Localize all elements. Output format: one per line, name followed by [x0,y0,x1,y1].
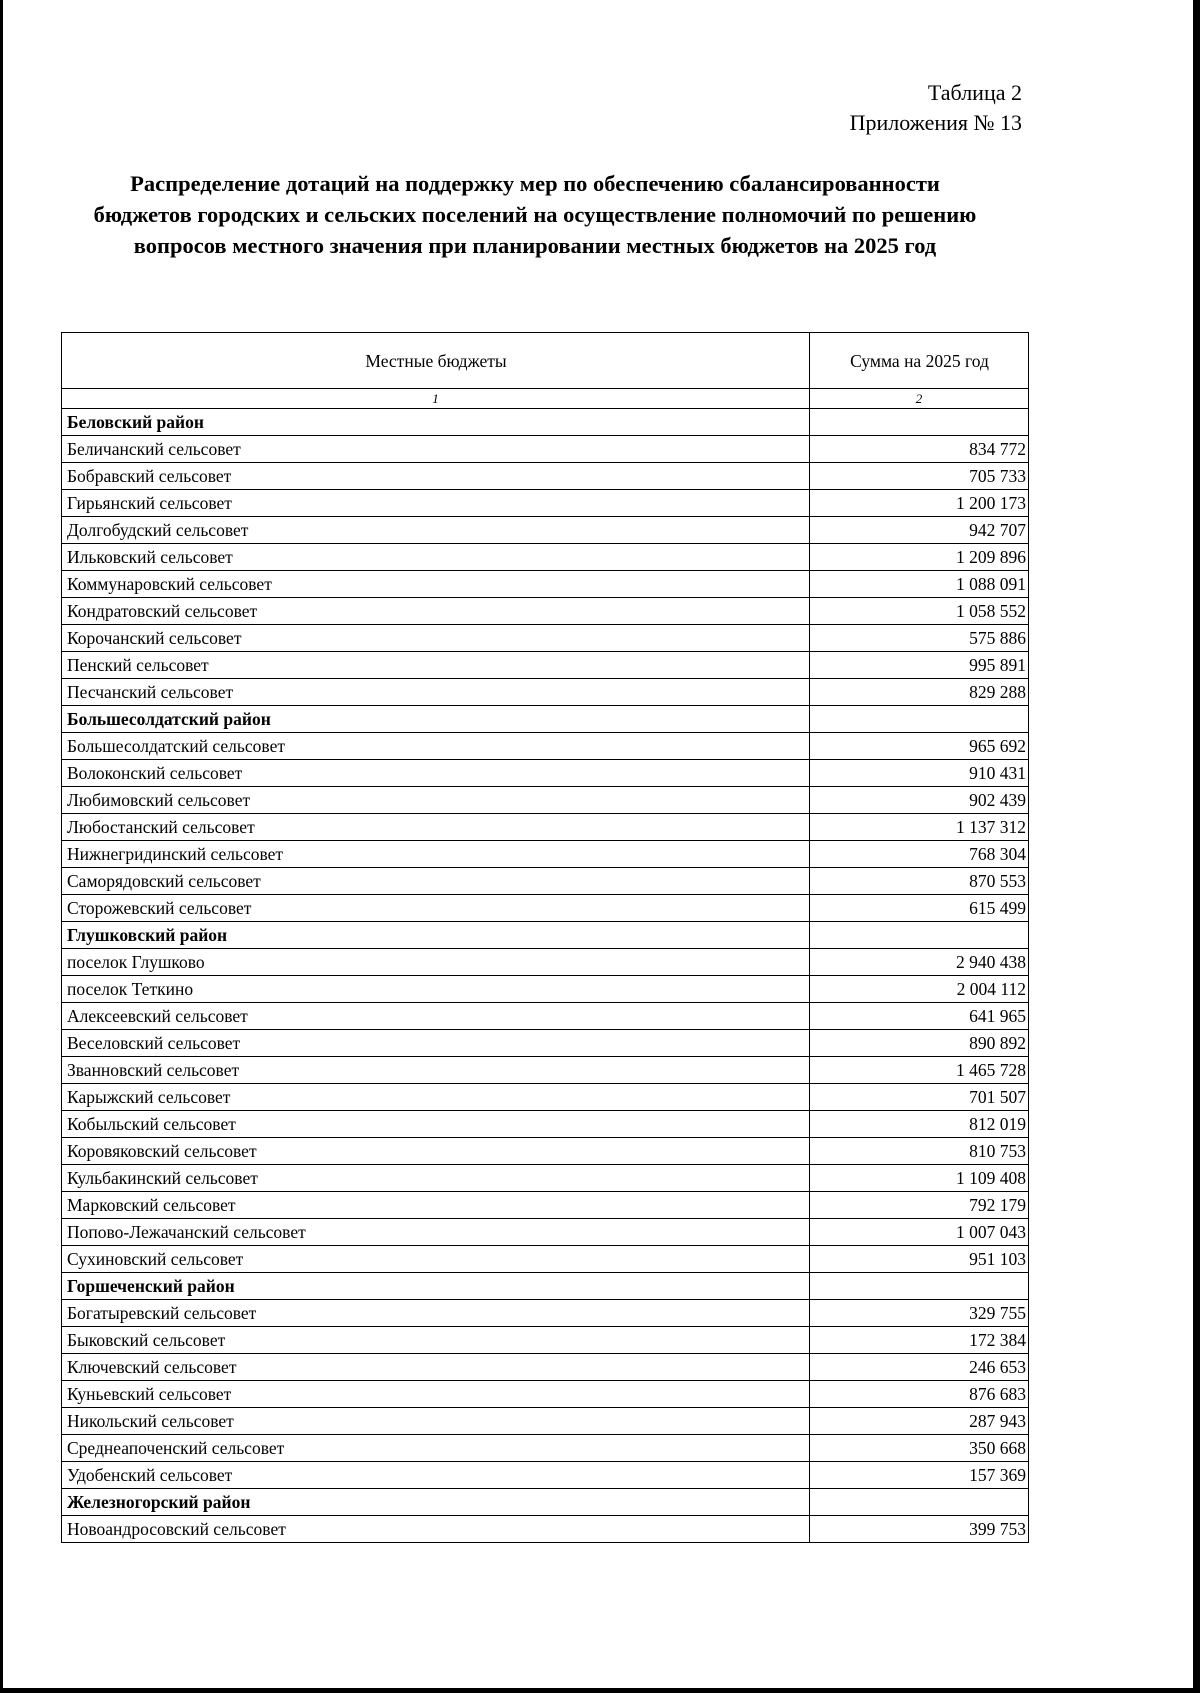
amount-cell: 246 653 [810,1354,1029,1381]
settlement-name: поселок Глушково [62,949,810,976]
amount-cell [810,922,1029,949]
table-header-row [62,333,1029,389]
settlement-name: Веселовский сельсовет [62,1030,810,1057]
amount-cell [810,706,1029,733]
table-row [62,976,1029,1003]
amount-cell: 834 772 [810,436,1029,463]
table-row [62,1435,1029,1462]
table-row [62,814,1029,841]
amount-cell: 641 965 [810,1003,1029,1030]
amount-cell: 157 369 [810,1462,1029,1489]
amount-cell: 965 692 [810,733,1029,760]
amount-cell: 942 707 [810,517,1029,544]
settlement-name: Беличанский сельсовет [62,436,810,463]
settlement-name: Гирьянский сельсовет [62,490,810,517]
settlement-name: Нижнегридинский сельсовет [62,841,810,868]
amount-cell: 1 058 552 [810,598,1029,625]
district-row [62,1489,1029,1516]
settlement-name: Пенский сельсовет [62,652,810,679]
table-row [62,517,1029,544]
title-line: бюджетов городских и сельских поселений на осуществление полномочий по решению [93,202,977,227]
district-name: Горшеченский район [62,1273,810,1300]
settlement-name: Песчанский сельсовет [62,679,810,706]
table-row [62,1381,1029,1408]
table-row [62,625,1029,652]
amount-cell: 1 200 173 [810,490,1029,517]
table-row [62,949,1029,976]
table-row [62,1138,1029,1165]
amount-cell: 1 465 728 [810,1057,1029,1084]
budget-table [61,332,1029,1543]
amount-cell: 810 753 [810,1138,1029,1165]
table-row [62,571,1029,598]
table-row [62,1111,1029,1138]
amount-cell: 287 943 [810,1408,1029,1435]
settlement-name: Саморядовский сельсовет [62,868,810,895]
table-row [62,490,1029,517]
district-name: Беловский район [62,409,810,436]
amount-cell: 812 019 [810,1111,1029,1138]
amount-cell: 329 755 [810,1300,1029,1327]
amount-cell: 1 137 312 [810,814,1029,841]
table-row [62,1057,1029,1084]
settlement-name: Сухиновский сельсовет [62,1246,810,1273]
settlement-name: Новоандросовский сельсовет [62,1516,810,1543]
district-name: Железногорский район [62,1489,810,1516]
table-row [62,841,1029,868]
amount-cell: 995 891 [810,652,1029,679]
amount-cell: 768 304 [810,841,1029,868]
district-row [62,706,1029,733]
settlement-name: Ильковский сельсовет [62,544,810,571]
table-row [62,1192,1029,1219]
settlement-name: Любимовский сельсовет [62,787,810,814]
amount-cell [810,1273,1029,1300]
table-row [62,1354,1029,1381]
table-row [62,463,1029,490]
settlement-name: Марковский сельсовет [62,1192,810,1219]
amount-cell: 910 431 [810,760,1029,787]
settlement-name: Ключевский сельсовет [62,1354,810,1381]
settlement-name: Куньевский сельсовет [62,1381,810,1408]
title-line: Распределение дотаций на поддержку мер по обеспечению сбалансированности [130,171,940,196]
column-number: 2 [810,389,1029,409]
amount-cell: 890 892 [810,1030,1029,1057]
amount-cell: 876 683 [810,1381,1029,1408]
district-row [62,409,1029,436]
district-name: Большесолдатский район [62,706,810,733]
column-number: 1 [62,389,810,409]
settlement-name: Бобравский сельсовет [62,463,810,490]
table-row [62,598,1029,625]
column-header-amount: Сумма на 2025 год [810,333,1029,389]
scan-border-right [1193,0,1200,1693]
settlement-name: Кобыльский сельсовет [62,1111,810,1138]
table-number-label: Таблица 2 [927,80,1022,105]
table-row [62,679,1029,706]
table-row [62,1219,1029,1246]
amount-cell: 399 753 [810,1516,1029,1543]
table-row [62,436,1029,463]
amount-cell: 615 499 [810,895,1029,922]
amount-cell: 350 668 [810,1435,1029,1462]
amount-cell: 870 553 [810,868,1029,895]
settlement-name: Кульбакинский сельсовет [62,1165,810,1192]
table-row [62,1003,1029,1030]
settlement-name: Долгобудский сельсовет [62,517,810,544]
appendix-number-label: Приложения № 13 [849,110,1022,135]
table-row [62,1165,1029,1192]
amount-cell [810,1489,1029,1516]
settlement-name: Коммунаровский сельсовет [62,571,810,598]
district-row [62,1273,1029,1300]
settlement-name: Коровяковский сельсовет [62,1138,810,1165]
amount-cell: 575 886 [810,625,1029,652]
amount-cell: 1 109 408 [810,1165,1029,1192]
table-row [62,1408,1029,1435]
table-row [62,868,1029,895]
amount-cell: 2 940 438 [810,949,1029,976]
settlement-name: Среднеапоченский сельсовет [62,1435,810,1462]
scan-border-left [0,0,3,1693]
amount-cell: 1 088 091 [810,571,1029,598]
table-row [62,1327,1029,1354]
scan-border-bottom [0,1688,1200,1693]
amount-cell: 701 507 [810,1084,1029,1111]
settlement-name: Быковский сельсовет [62,1327,810,1354]
table-row [62,1300,1029,1327]
table-row [62,787,1029,814]
district-name: Глушковский район [62,922,810,949]
amount-cell [810,409,1029,436]
amount-cell: 705 733 [810,463,1029,490]
settlement-name: Званновский сельсовет [62,1057,810,1084]
district-row [62,922,1029,949]
settlement-name: Волоконский сельсовет [62,760,810,787]
amount-cell: 792 179 [810,1192,1029,1219]
amount-cell: 1 007 043 [810,1219,1029,1246]
amount-cell: 951 103 [810,1246,1029,1273]
settlement-name: Алексеевский сельсовет [62,1003,810,1030]
table-row [62,1084,1029,1111]
amount-cell: 2 004 112 [810,976,1029,1003]
amount-cell: 172 384 [810,1327,1029,1354]
settlement-name: Любостанский сельсовет [62,814,810,841]
column-number-row [62,389,1029,409]
amount-cell: 1 209 896 [810,544,1029,571]
table-row [62,1246,1029,1273]
table-row [62,895,1029,922]
settlement-name: Карыжский сельсовет [62,1084,810,1111]
settlement-name: Попово-Лежачанский сельсовет [62,1219,810,1246]
settlement-name: Сторожевский сельсовет [62,895,810,922]
settlement-name: Никольский сельсовет [62,1408,810,1435]
column-header-budgets: Местные бюджеты [62,333,810,389]
table-row [62,544,1029,571]
table-row [62,1462,1029,1489]
title-line: вопросов местного значения при планировании местных бюджетов на 2025 год [133,233,937,258]
settlement-name: поселок Теткино [62,976,810,1003]
settlement-name: Удобенский сельсовет [62,1462,810,1489]
settlement-name: Большесолдатский сельсовет [62,733,810,760]
amount-cell: 829 288 [810,679,1029,706]
appendix-reference [850,78,1022,138]
settlement-name: Корочанский сельсовет [62,625,810,652]
table-row [62,1516,1029,1543]
table-row [62,652,1029,679]
table-row [62,760,1029,787]
table-row [62,733,1029,760]
amount-cell: 902 439 [810,787,1029,814]
settlement-name: Кондратовский сельсовет [62,598,810,625]
document-title [55,168,1015,261]
table-row [62,1030,1029,1057]
settlement-name: Богатыревский сельсовет [62,1300,810,1327]
